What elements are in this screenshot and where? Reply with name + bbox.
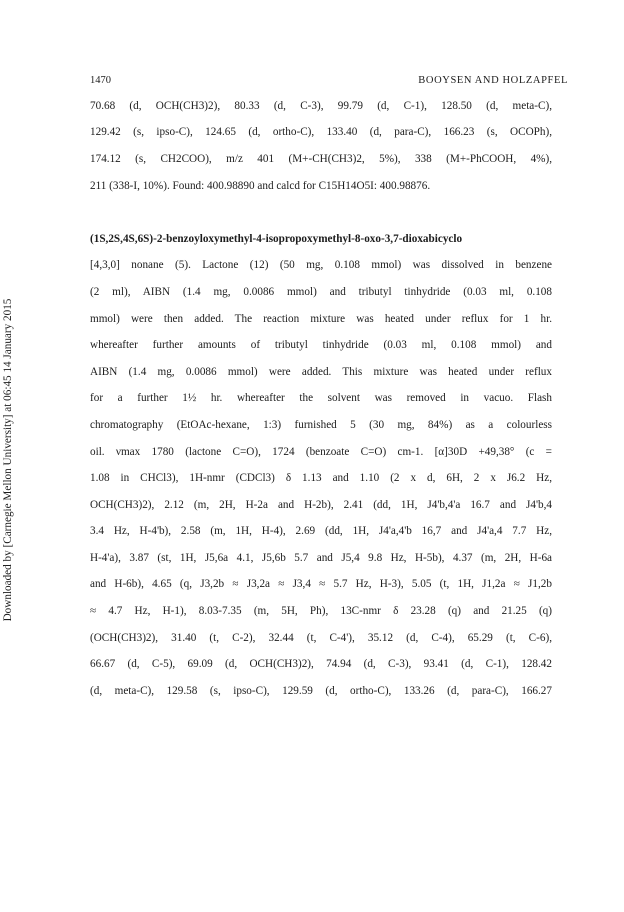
body-line: and H-6b), 4.65 (q, J3,2b ≈ J3,2a ≈ J3,4 ≈ 5.7 Hz, H-3), 5.05 (t, 1H, J1,2a ≈ J1,2b	[90, 578, 552, 590]
body-line: 129.42 (s, ipso-C), 124.65 (d, ortho-C), 133.40 (d, para-C), 166.23 (s, OCOPh),	[90, 126, 552, 138]
compound-heading: (1S,2S,4S,6S)-2-benzoyloxymethyl-4-isopropoxymethyl-8-oxo-3,7-dioxabicyclo	[90, 233, 463, 245]
body-line: whereafter further amounts of tributyl tinhydride (0.03 ml, 0.108 mmol) and	[90, 339, 552, 351]
body-line: 1.08 in CHCl3), 1H-nmr (CDCl3) δ 1.13 and 1.10 (2 x d, 6H, 2 x J6.2 Hz,	[90, 472, 552, 484]
body-line: 66.67 (d, C-5), 69.09 (d, OCH(CH3)2), 74.94 (d, C-3), 93.41 (d, C-1), 128.42	[90, 658, 552, 670]
body-line: H-4'a), 3.87 (st, 1H, J5,6a 4.1, J5,6b 5.7 and J5,4 9.8 Hz, H-5b), 4.37 (m, 2H, H-6a	[90, 552, 552, 564]
body-line: 211 (338-I, 10%). Found: 400.98890 and calcd for C15H14O5I: 400.98876.	[90, 180, 431, 192]
body-line: chromatography (EtOAc-hexane, 1:3) furnished 5 (30 mg, 84%) as a colourless	[90, 419, 552, 431]
page-number: 1470	[90, 75, 111, 86]
body-line: for a further 1½ hr. whereafter the solvent was removed in vacuo. Flash	[90, 392, 552, 404]
body-line: (d, meta-C), 129.58 (s, ipso-C), 129.59 (d, ortho-C), 133.26 (d, para-C), 166.27	[90, 685, 552, 697]
body-line: 174.12 (s, CH2COO), m/z 401 (M+-CH(CH3)2, 5%), 338 (M+-PhCOOH, 4%),	[90, 153, 552, 165]
body-line: [4,3,0] nonane (5). Lactone (12) (50 mg, 0.108 mmol) was dissolved in benzene	[90, 259, 552, 271]
body-line: (OCH(CH3)2), 31.40 (t, C-2), 32.44 (t, C-4'), 35.12 (d, C-4), 65.29 (t, C-6),	[90, 632, 552, 644]
body-line: mmol) were then added. The reaction mixture was heated under reflux for 1 hr.	[90, 313, 552, 325]
body-line: OCH(CH3)2), 2.12 (m, 2H, H-2a and H-2b), 2.41 (dd, 1H, J4'b,4'a 16.7 and J4'b,4	[90, 499, 552, 511]
body-line: AIBN (1.4 mg, 0.0086 mmol) were added. This mixture was heated under reflux	[90, 366, 552, 378]
body-line: 3.4 Hz, H-4'b), 2.58 (m, 1H, H-4), 2.69 (dd, 1H, J4'a,4'b 16,7 and J4'a,4 7.7 Hz,	[90, 525, 552, 537]
body-line: (2 ml), AIBN (1.4 mg, 0.0086 mmol) and tributyl tinhydride (0.03 ml, 0.108	[90, 286, 552, 298]
download-watermark: Downloaded by [Carnegie Mellon University] at 06:45 14 January 2015	[2, 298, 14, 622]
body-line: 70.68 (d, OCH(CH3)2), 80.33 (d, C-3), 99.79 (d, C-1), 128.50 (d, meta-C),	[90, 100, 552, 112]
running-head: BOOYSEN AND HOLZAPFEL	[418, 75, 568, 86]
body-line: ≈ 4.7 Hz, H-1), 8.03-7.35 (m, 5H, Ph), 13C-nmr δ 23.28 (q) and 21.25 (q)	[90, 605, 552, 617]
body-line: oil. νmax 1780 (lactone C=O), 1724 (benzoate C=O) cm-1. [α]30D +49,38° (c =	[90, 446, 552, 458]
